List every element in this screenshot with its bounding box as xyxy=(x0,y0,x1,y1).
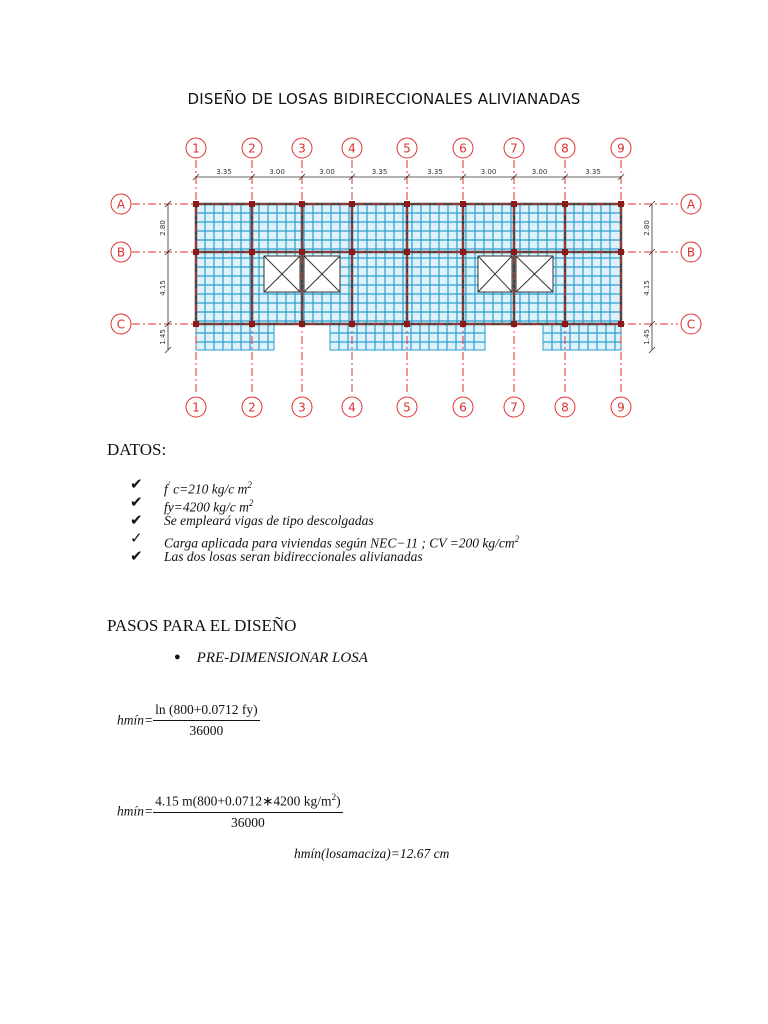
column-axis-label: 8 xyxy=(561,400,569,415)
column-axis-label: 2 xyxy=(248,400,256,415)
column-axis-label: 9 xyxy=(617,141,625,156)
row-axis-label: A xyxy=(116,197,126,212)
column-axis-label: 9 xyxy=(617,400,625,415)
column-axis-label: 3 xyxy=(298,400,306,415)
dimension-label: 3.35 xyxy=(585,168,601,176)
column-axis-label: 5 xyxy=(403,141,411,156)
column xyxy=(404,321,410,327)
bullet-item: ● PRE-DIMENSIONAR LOSA xyxy=(174,650,368,666)
row-axis-label: A xyxy=(686,197,696,212)
column xyxy=(249,321,255,327)
column xyxy=(349,321,355,327)
column-axis-label: 1 xyxy=(192,141,200,156)
equation-hmin-result: hmín(losamaciza)=12.67 cm xyxy=(294,846,450,861)
column-axis-label: 2 xyxy=(248,141,256,156)
equation-hmin-substituted: hmín= $\frac{4.15 m(800+0.0712∗4200 kg/m^2)}{36000}$ xyxy=(117,792,341,830)
bullet-dot-icon: ● xyxy=(174,651,181,663)
column xyxy=(460,201,466,207)
column xyxy=(511,201,517,207)
dimension-label: 3.00 xyxy=(269,168,285,176)
datos-item: ✔ Las dos losas seran bidireccionales alivianadas xyxy=(130,549,423,565)
check-icon: ✔ xyxy=(130,495,143,511)
column xyxy=(299,249,305,255)
column-axis-label: 1 xyxy=(192,400,200,415)
column-axis-label: 7 xyxy=(510,141,518,156)
datos-item: ✔ f' c=210 kg/c $m^2$ xyxy=(130,477,252,497)
slab-panel xyxy=(196,324,274,350)
column xyxy=(562,201,568,207)
datos-heading: DATOS: xyxy=(107,440,167,459)
dimension-label: 4.15 xyxy=(159,280,167,296)
column xyxy=(562,321,568,327)
column-axis-label: 5 xyxy=(403,400,411,415)
pasos-heading: PASOS PARA EL DISEÑO xyxy=(107,616,297,635)
column xyxy=(299,321,305,327)
dimension-label: 2.80 xyxy=(643,220,651,236)
column xyxy=(460,249,466,255)
row-axis-label: B xyxy=(686,245,696,260)
column-axis-label: 4 xyxy=(348,141,356,156)
column-axis-label: 6 xyxy=(459,400,467,415)
column xyxy=(618,249,624,255)
datos-item: ✔ Se empleará vigas de tipo descolgadas xyxy=(130,513,374,529)
column xyxy=(193,201,199,207)
row-axis-label: B xyxy=(116,245,126,260)
column xyxy=(349,201,355,207)
datos-list xyxy=(130,476,519,566)
column xyxy=(249,249,255,255)
column-axis-label: 8 xyxy=(561,141,569,156)
dimension-label: 3.35 xyxy=(216,168,232,176)
column xyxy=(249,201,255,207)
column xyxy=(404,201,410,207)
dimension-label: 3.00 xyxy=(319,168,335,176)
floor-plan xyxy=(100,128,710,428)
column xyxy=(511,249,517,255)
dimension-label: 4.15 xyxy=(643,280,651,296)
dimension-label: 3.00 xyxy=(480,168,497,176)
column xyxy=(299,201,305,207)
document-title: DISEÑO DE LOSAS BIDIRECCIONALES ALIVIANADAS xyxy=(187,90,581,108)
dimension-label: 3.35 xyxy=(371,168,388,176)
column-axis-label: 3 xyxy=(298,141,306,156)
check-icon: ✔ xyxy=(130,513,143,529)
column xyxy=(460,321,466,327)
dimension-label: 3.35 xyxy=(427,168,443,176)
dimension-label: 1.45 xyxy=(159,329,167,345)
column xyxy=(511,321,517,327)
check-icon: ✔ xyxy=(130,549,143,565)
column xyxy=(349,249,355,255)
equation-hmin-general: hmín= $\frac{\ln (800+0.0712 fy)}{36000}$ xyxy=(117,702,258,738)
row-axis-label: C xyxy=(116,317,126,332)
datos-item: ✓ Carga aplicada para viviendas según NEC−11 ; CV =200 $kg/cm^2$ xyxy=(130,531,520,551)
column xyxy=(562,249,568,255)
check-icon: ✓ xyxy=(130,531,143,547)
column xyxy=(193,249,199,255)
dimension-label: 3.00 xyxy=(531,168,548,176)
column xyxy=(193,321,199,327)
column xyxy=(618,321,624,327)
column xyxy=(618,201,624,207)
row-axis-label: C xyxy=(686,317,696,332)
column-axis-label: 6 xyxy=(459,141,467,156)
datos-item: ✔ fy=4200 kg/c $m^2$ xyxy=(130,495,254,515)
column-axis-label: 4 xyxy=(348,400,356,415)
slab-panel xyxy=(543,324,621,350)
column xyxy=(404,249,410,255)
dimension-label: 2.80 xyxy=(159,220,167,236)
dimension-label: 1.45 xyxy=(643,329,651,345)
check-icon: ✔ xyxy=(130,477,143,493)
column-axis-label: 7 xyxy=(510,400,518,415)
